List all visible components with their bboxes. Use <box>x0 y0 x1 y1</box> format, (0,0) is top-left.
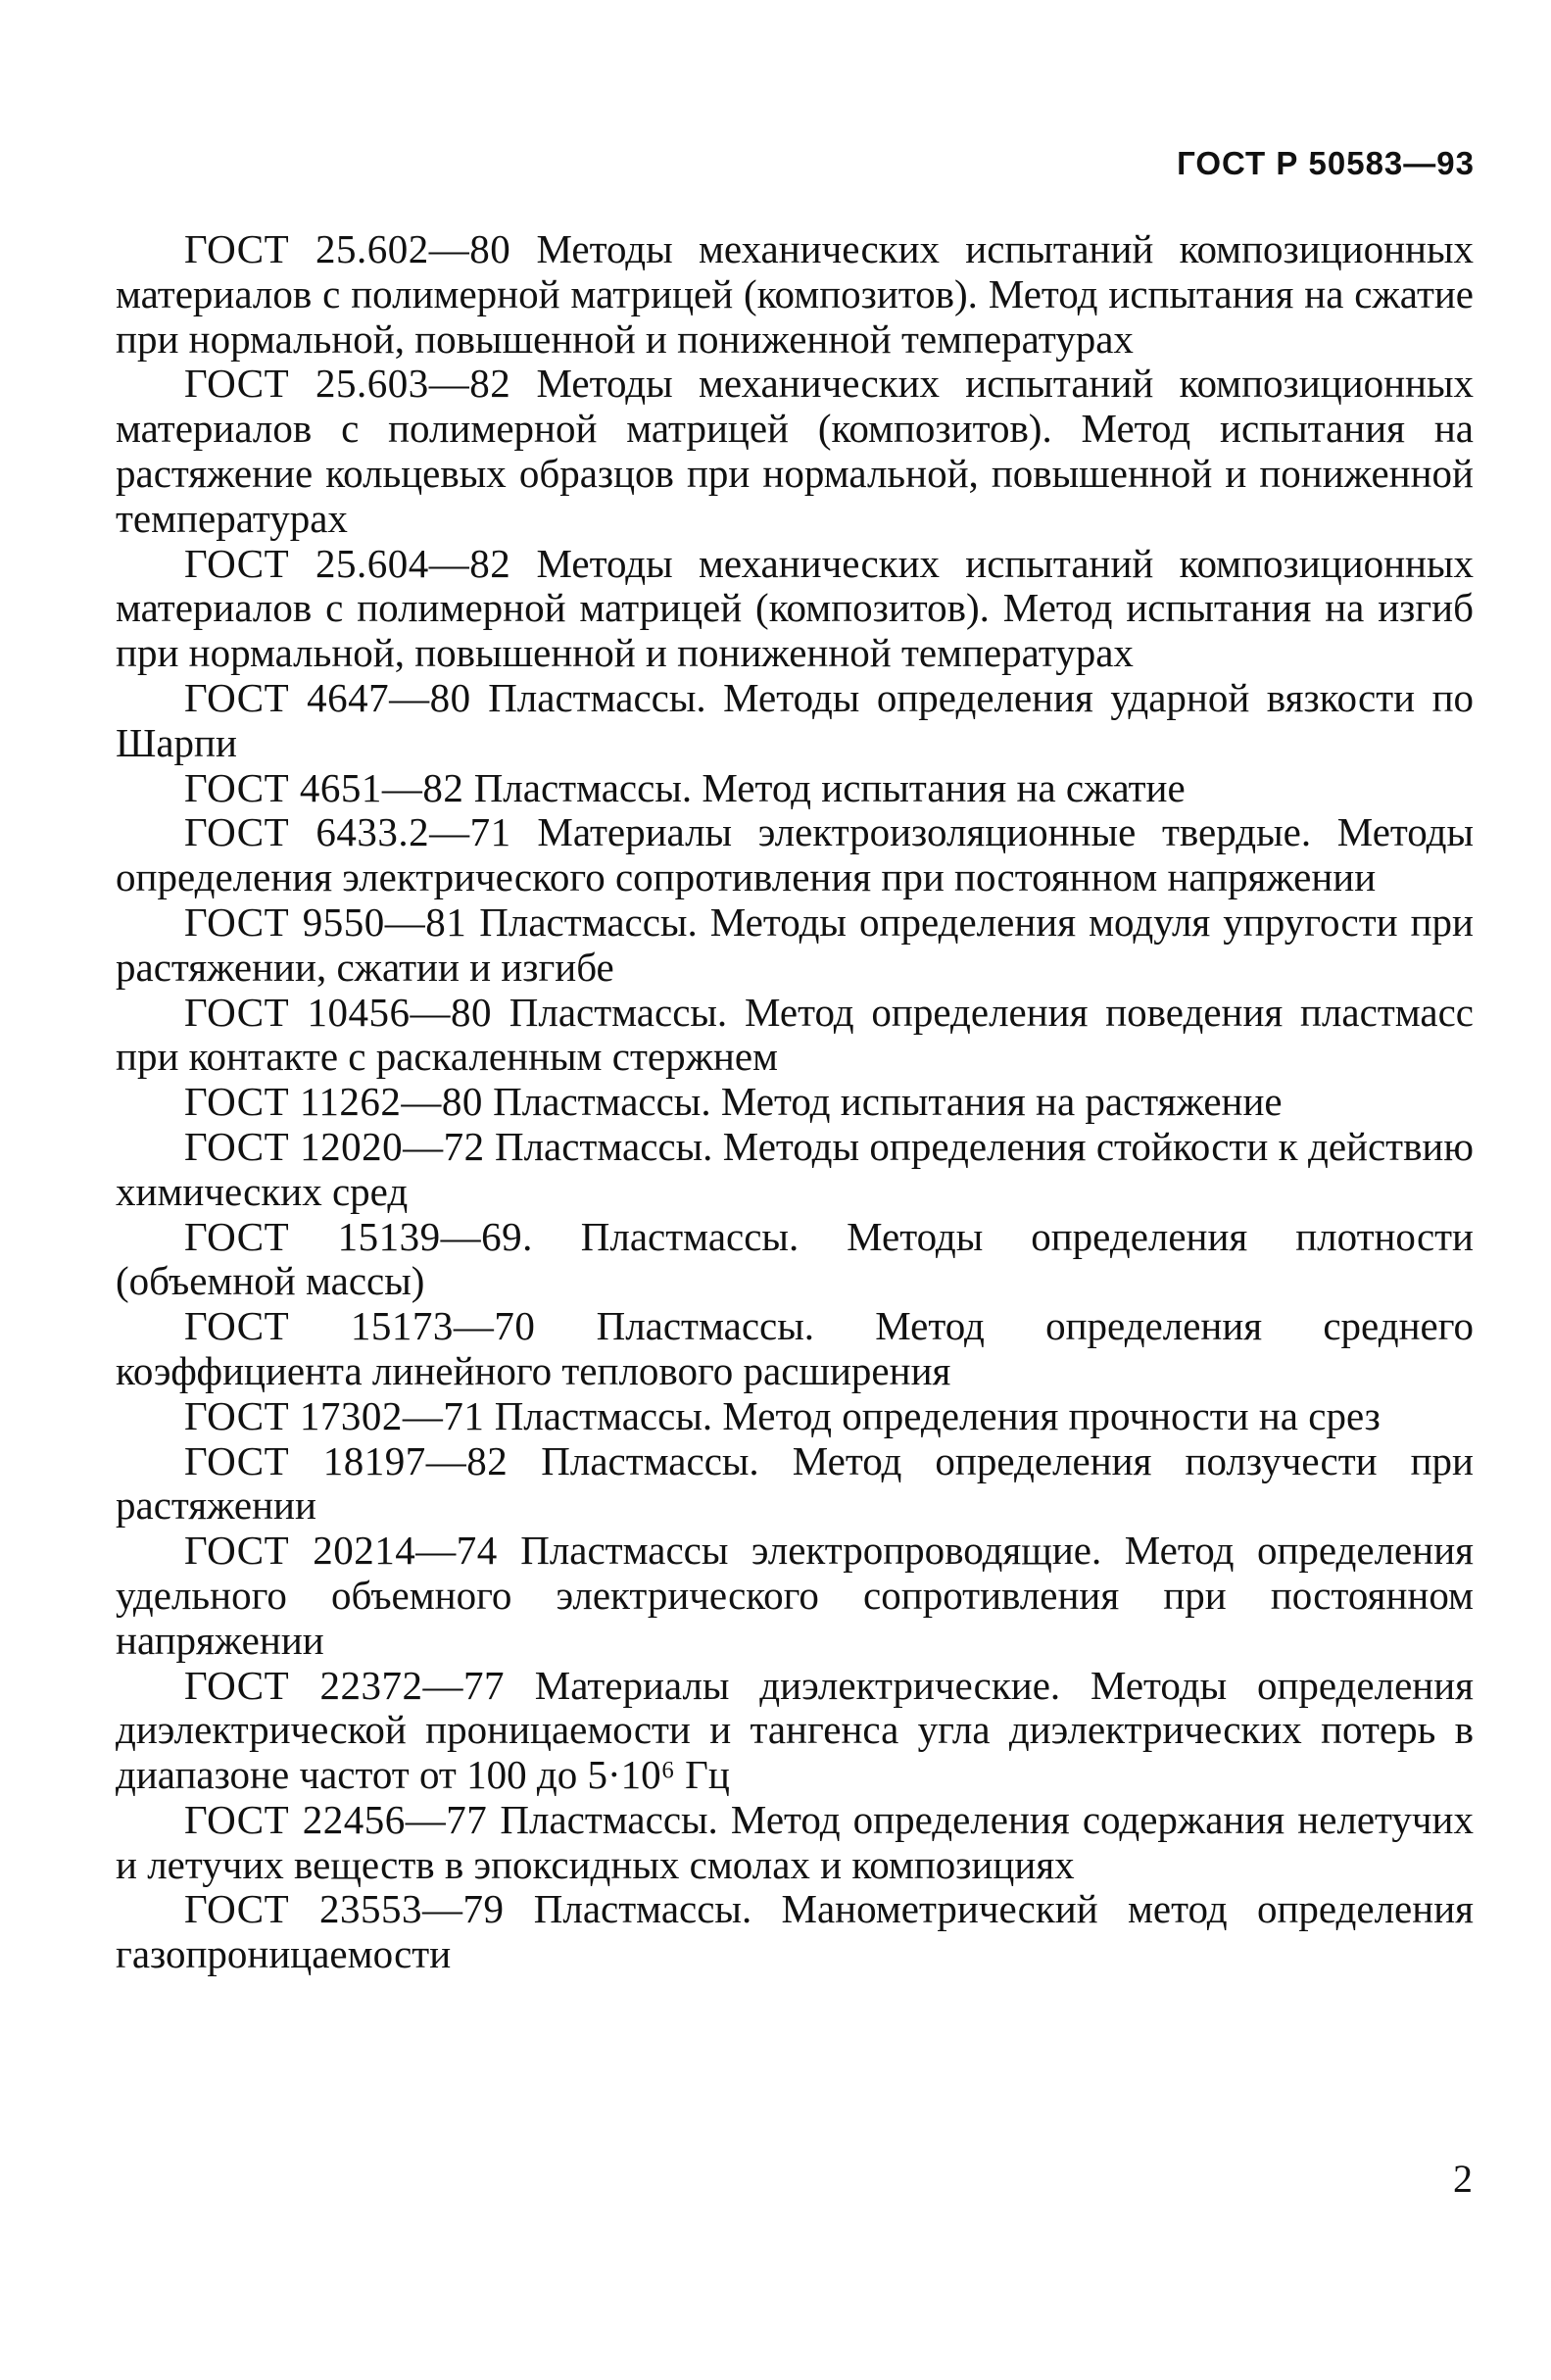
standard-title: Пластмассы. Метод определения ползучести при растяжении <box>116 1437 1475 1529</box>
reference-entry <box>116 1215 1474 1305</box>
standard-title: Пластмассы. Методы определения модуля упругости при растяжении, сжатии и изгибе <box>116 899 1474 990</box>
standard-code: ГОСТ 18197—82 <box>184 1437 509 1483</box>
reference-entry <box>116 1394 1474 1439</box>
standard-title: Методы механических испытаний композиционных материалов с полимерной матрицей (композитов). Метод испытания на растяжение кольцевых образцов при нормальной, повышенной и пониженной температурах <box>116 361 1475 541</box>
reference-entry <box>116 676 1474 766</box>
standard-code: ГОСТ 22372—77 <box>184 1662 505 1708</box>
page-number: 2 <box>1453 2157 1473 2201</box>
standards-reference-list <box>116 227 1474 1977</box>
standard-code: ГОСТ 10456—80 <box>184 989 492 1035</box>
reference-entry <box>116 766 1474 811</box>
reference-entry <box>116 1125 1474 1215</box>
reference-entry <box>116 1664 1474 1798</box>
standard-title: Пластмассы. Метод определения поведения пластмасс при контакте с раскаленным стержнем <box>116 989 1475 1080</box>
standard-title: Пластмассы. Метод определения содержания нелетучих и летучих веществ в эпоксидных смолах и композициях <box>116 1796 1474 1887</box>
standard-code: ГОСТ 12020—72 <box>184 1123 485 1169</box>
standard-code: ГОСТ 25.602—80 <box>184 226 511 271</box>
standard-title: Пластмассы. Манометрический метод определения газопроницаемости <box>116 1886 1475 1977</box>
reference-entry <box>116 227 1474 362</box>
standard-code: ГОСТ 25.603—82 <box>184 361 511 407</box>
standard-code: ГОСТ 25.604—82 <box>184 540 511 586</box>
reference-entry <box>116 542 1474 676</box>
standard-title: Пластмассы. Методы определения стойкости к действию химических сред <box>116 1123 1475 1214</box>
reference-entry <box>116 1887 1474 1977</box>
standard-code: ГОСТ 9550—81 <box>184 899 467 945</box>
document-header-code: ГОСТ Р 50583—93 <box>1177 145 1475 181</box>
reference-entry <box>116 991 1474 1081</box>
standard-code: ГОСТ 15139—69. <box>184 1213 533 1259</box>
reference-entry <box>116 362 1474 541</box>
reference-entry <box>116 810 1474 900</box>
standard-title: Методы механических испытаний композиционных материалов с полимерной матрицей (композитов). Метод испытания на сжатие при нормальной, повышенной и пониженной температурах <box>116 226 1475 362</box>
standard-title: Пластмассы. Методы определения ударной вязкости по Шарпи <box>116 674 1475 765</box>
standard-title: Материалы диэлектрические. Методы определения диэлектрической проницаемости и тангенса угла диэлектрических потерь в диапазоне частот от 100 до 5·10⁶ Гц <box>116 1662 1475 1798</box>
standard-title: Методы механических испытаний композиционных материалов с полимерной матрицей (композитов). Метод испытания на изгиб при нормальной, повышенной и пониженной температурах <box>116 540 1475 676</box>
standard-title: Пластмассы. Методы определения плотности (объемной массы) <box>116 1213 1474 1304</box>
reference-entry <box>116 1439 1474 1530</box>
standard-title: Пластмассы. Метод определения среднего коэффициента линейного теплового расширения <box>116 1303 1475 1393</box>
standard-code: ГОСТ 23553—79 <box>184 1886 505 1932</box>
standard-code: ГОСТ 4647—80 <box>184 674 471 720</box>
standard-code: ГОСТ 20214—74 <box>184 1528 498 1574</box>
standard-title: Пластмассы электропроводящие. Метод определения удельного объемного электрического сопротивления при постоянном напряжении <box>116 1528 1474 1663</box>
standard-code: ГОСТ 15173—70 <box>184 1303 536 1349</box>
standard-title: Пластмассы. Метод определения прочности на срез <box>494 1392 1381 1438</box>
standard-code: ГОСТ 6433.2—71 <box>184 809 511 855</box>
standard-code: ГОСТ 22456—77 <box>184 1796 488 1842</box>
reference-entry <box>116 1304 1474 1394</box>
reference-entry <box>116 900 1474 991</box>
standard-code: ГОСТ 11262—80 <box>184 1079 483 1125</box>
reference-entry <box>116 1529 1474 1663</box>
standard-title: Пластмассы. Метод испытания на растяжение <box>493 1079 1283 1125</box>
reference-entry <box>116 1798 1474 1888</box>
standard-code: ГОСТ 17302—71 <box>184 1392 485 1438</box>
reference-entry <box>116 1080 1474 1125</box>
standard-title: Материалы электроизоляционные твердые. Методы определения электрического сопротивления при постоянном напряжении <box>116 809 1474 900</box>
standard-code: ГОСТ 4651—82 <box>184 764 464 810</box>
standard-title: Пластмассы. Метод испытания на сжатие <box>473 764 1186 810</box>
